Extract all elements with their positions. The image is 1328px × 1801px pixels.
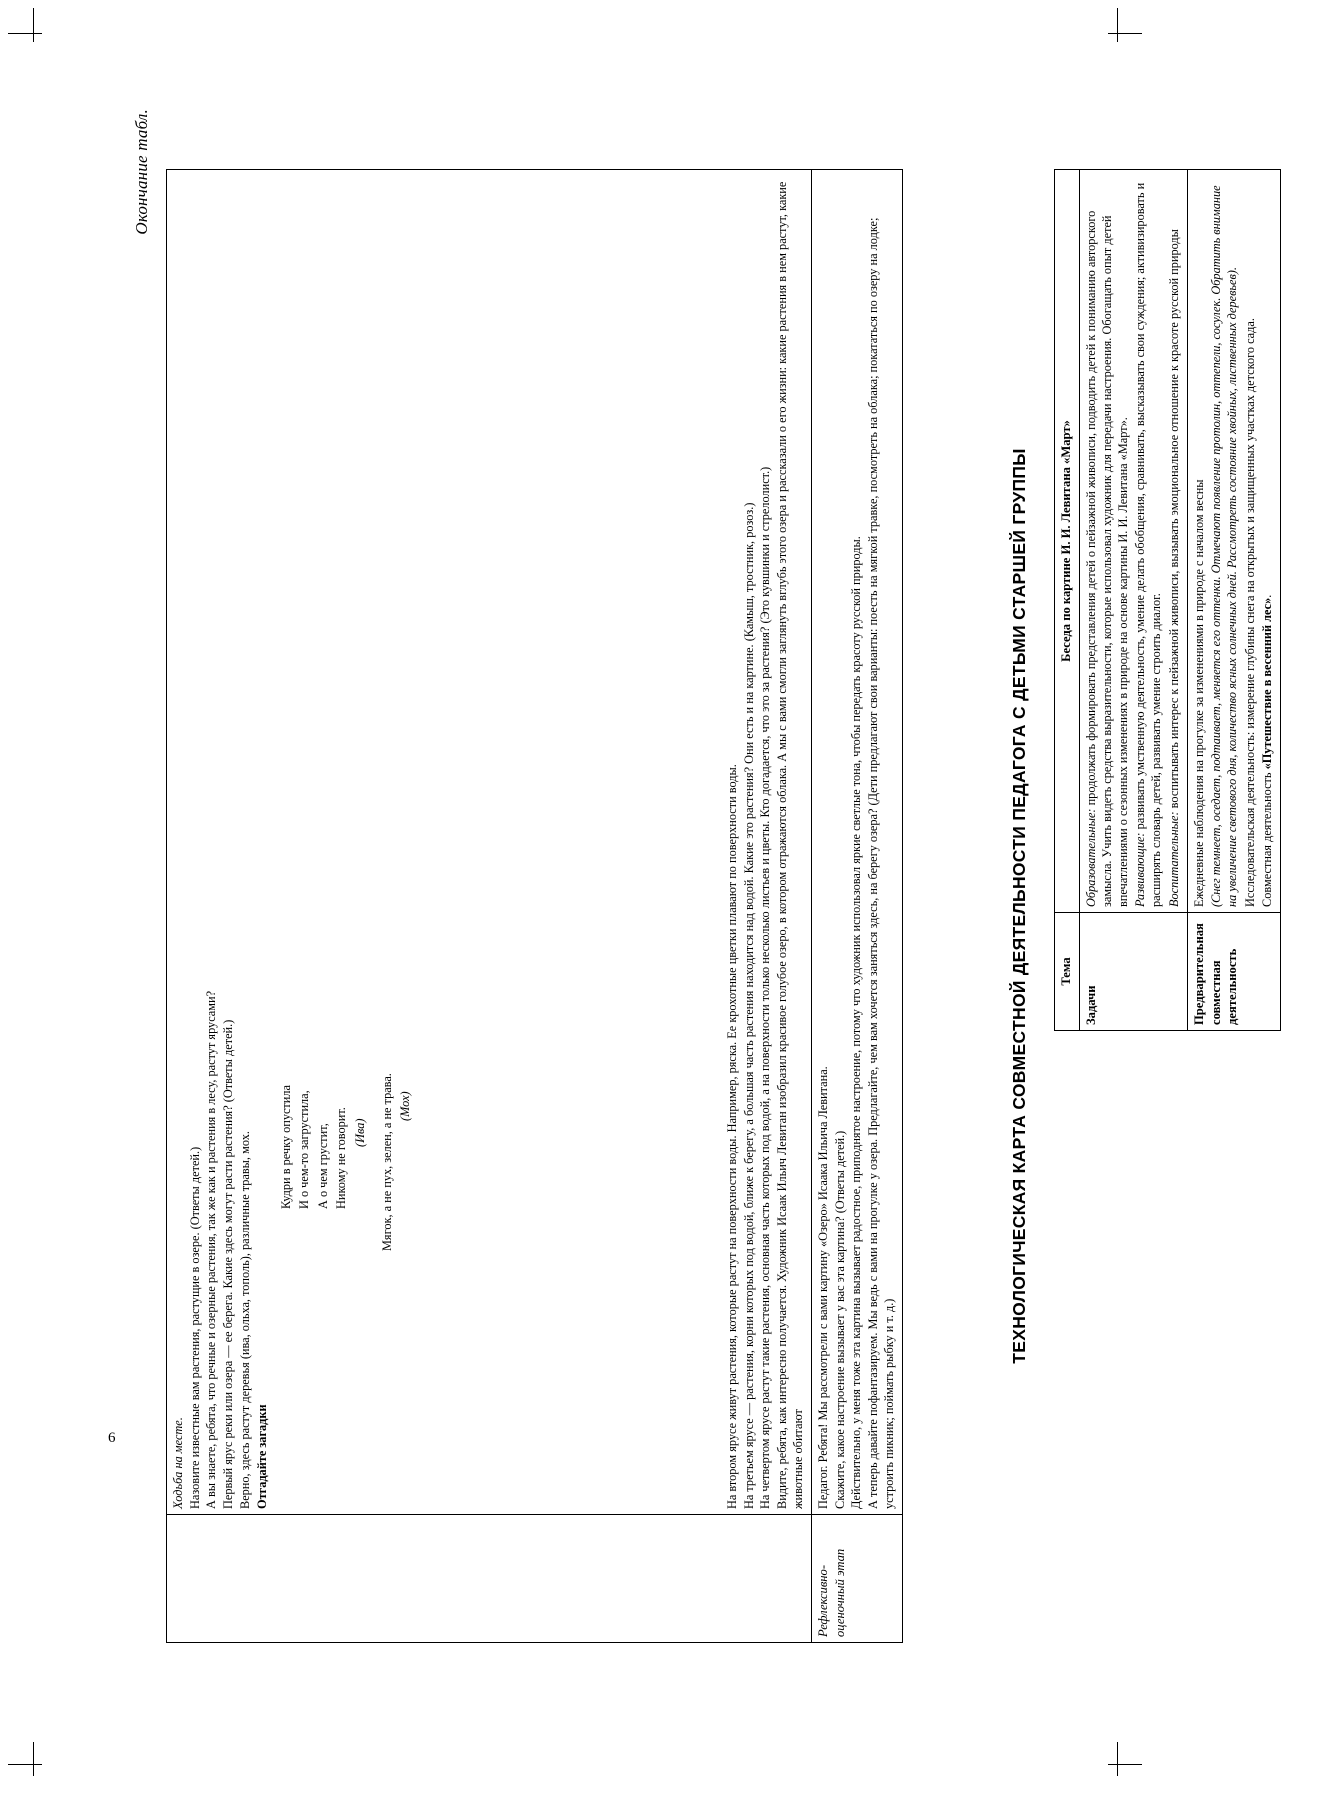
- column-header-conversation: Беседа по картине И. И. Левитана «Март»: [1055, 169, 1080, 912]
- line: Видите, ребята, как интересно получается. Художник Исаак Ильич Левитан изобразил красивое голубое озеро, в котором отражаются облака. А мы с вами смогли заглянуть вглубь этого озера и рассказали о его жизни: какие растения в нем растут, какие животные обитают: [775, 181, 806, 1509]
- line: Педагог. Ребята! Мы рассмотрели с вами картину «Озеро» Исаака Ильича Левитана.: [815, 1065, 830, 1509]
- line: Верно, здесь растут деревья (ива, ольха, тополь), различные травы, мох.: [237, 1130, 252, 1509]
- line: А вы знаете, ребята, что речные и озерные растения, так же как и растения в лесу, растут ярусами?: [204, 990, 219, 1509]
- table-row: [1187, 169, 1280, 1030]
- poem-answer: (Ива): [352, 1118, 367, 1147]
- line: Ходьба на месте.: [171, 1416, 185, 1509]
- poem-line: Никому не говорит.: [334, 1106, 349, 1209]
- table-row: [811, 169, 902, 1642]
- paragraph: Ежедневные наблюдения на прогулке за изменениями в природе с началом весны: [1191, 478, 1206, 907]
- table-header-row: [1055, 169, 1080, 1030]
- riddle-heading: Отгадайте загадки: [254, 1403, 269, 1509]
- paragraph: (Снег темнеет, оседает, подтаивает, меняется его оттенки. Отмечают появление протолин, оттепели, сосулек. Обратить внимание на увеличение светового дня, количество ясных солнечных дней. Рассмотреть состояние хвойных, лиственных деревьев).: [1209, 184, 1240, 907]
- stage-cell: Рефлексивно-оценочный этап: [811, 1514, 902, 1642]
- poem-line: И о чем-то загрустила,: [297, 1089, 312, 1209]
- paragraph: Воспитательные: воспитывать интерес к пейзажной живописи, вызывать эмоциональное отношение к красоте русской природы: [1166, 228, 1181, 907]
- page-number: 6: [108, 1430, 116, 1446]
- rotated-page-inner: [124, 91, 1274, 1711]
- section-heading: ТЕХНОЛОГИЧЕСКАЯ КАРТА СОВМЕСТНОЙ ДЕЯТЕЛЬНОСТИ ПЕДАГОГА С ДЕТЬМИ СТАРШЕЙ ГРУППЫ: [1009, 447, 1029, 1364]
- poem-line: Кудри в речку опустила: [278, 1084, 293, 1209]
- line: Скажите, какое настроение вызывает у вас эта картина? (Ответы детей.): [832, 1130, 847, 1509]
- row-content-tasks: [1079, 169, 1187, 912]
- blank-space: [424, 175, 724, 1509]
- poem-answer: (Мох): [398, 1090, 413, 1121]
- line: А теперь давайте пофантазируем. Мы ведь с вами на прогулке у озера. Предлагайте, чем вам хочется заняться здесь, на берегу озера? (Дети предлагают свои варианты: поесть на мягкой травке, посмотреть на облака; покататься по озеру на лодке; устроить пикник; поймать рыбку и т. д.): [866, 217, 897, 1509]
- paragraph: Совместная деятельность «Путешествие в весенний лес».: [1259, 594, 1274, 907]
- line: Действительно, у меня тоже эта картина вызывает радостное, приподнятое настроение, потому что художник использовал яркие светлые тона, чтобы передать красоту русской природы.: [849, 535, 864, 1509]
- line: Назовите известные вам растения, растущие в озере. (Ответы детей.): [187, 1146, 202, 1509]
- riddle-poem-2: [378, 175, 415, 1509]
- line: На четвертом ярусе растут такие растения, основная часть которых под водой, а на поверхности только несколько листьев и цветы. Кто догадается, что это за растения? (Это кувшинки и стрелолист.): [758, 466, 773, 1509]
- paragraph: Образовательные: продолжать формировать представления детей о пейзажной живописи, подводить детей к пониманию авторского замысла. Учить видеть средства выразительности, которые использовал художник для передачи настроения. Обогащать опыт детей впечатлениями о сезонных изменениях в природе на основе картины И. И. Левитана «Март».: [1083, 210, 1131, 907]
- poem-line: А о чем грустит,: [315, 1122, 330, 1209]
- stage-content-cell: [811, 169, 902, 1514]
- table-row: [1079, 169, 1187, 1030]
- riddle-poem-1: [277, 175, 369, 1509]
- paragraph: Развивающие: развивать умственную деятельность, умение делать обобщения, сравнивать, высказывать свои суждения; активизировать и расширять словарь детей, развивать умение строить диалог.: [1133, 182, 1164, 907]
- document-page: [124, 91, 1274, 1711]
- poem-line: Мягок, а не пух, зелен, а не трава.: [380, 1072, 394, 1251]
- line: Первый ярус реки или озера — ее берега. Какие здесь могут расти растения? (Ответы детей.): [221, 1019, 236, 1509]
- row-label-preliminary: Предварительная совместная деятельность: [1187, 912, 1280, 1030]
- stage-content-cell: [167, 169, 812, 1514]
- line: На третьем ярусе — растения, корни которых под водой, ближе к берегу, а большая часть растения находится над водой. Какие это растения? Они есть и на картине. (Камыш, тростник, розоз.): [741, 502, 756, 1509]
- table-row: [167, 169, 812, 1642]
- row-label-tasks: Задачи: [1079, 912, 1187, 1030]
- lesson-stages-table: [166, 169, 903, 1643]
- column-header-topic: Тема: [1055, 912, 1080, 1030]
- continuation-label: Окончание табл.: [132, 108, 151, 235]
- stage-cell: [167, 1514, 812, 1642]
- line: На втором ярусе живут растения, которые растут на поверхности воды. Например, ряска. Ее крохотные цветки плавают по поверхности воды.: [724, 763, 739, 1509]
- row-content-preliminary: [1187, 169, 1280, 912]
- technology-card-table: [1054, 169, 1281, 1031]
- paragraph: Исследовательская деятельность: измерение глубины снега на открытых и защищенных участках детского сада.: [1242, 317, 1257, 907]
